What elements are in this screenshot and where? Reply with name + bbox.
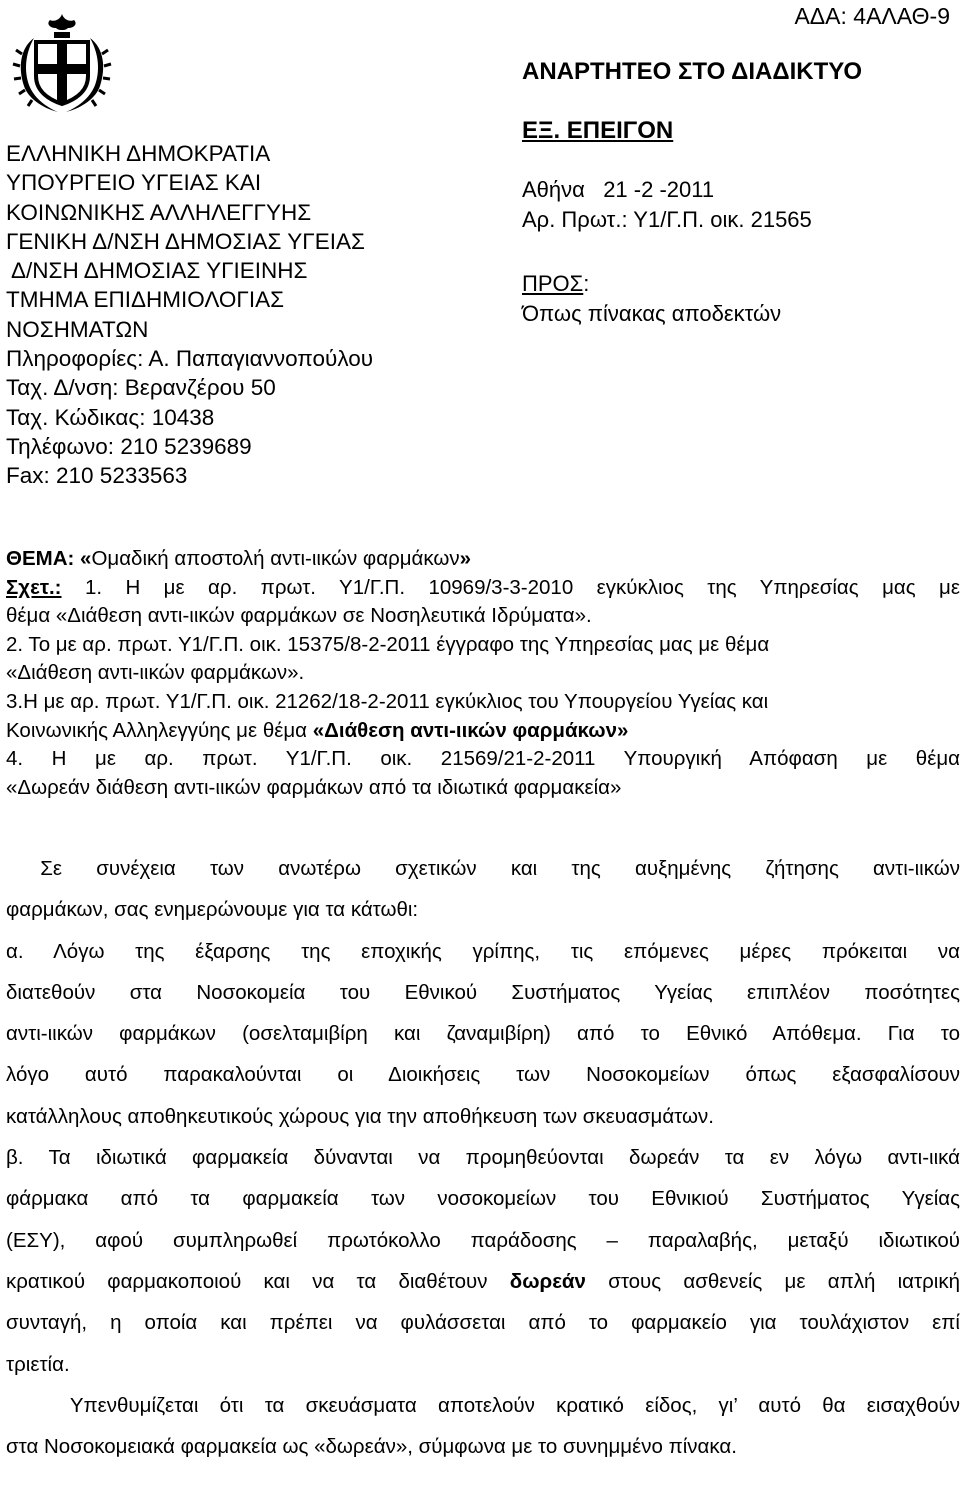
recipients-value: Όπως πίνακας αποδεκτών	[522, 301, 782, 326]
body-line: αντι-ιικών φαρμάκων (οσελταμιβίρη και ζαναμιβίρη) από το Εθνικό Απόθεμα. Για το	[6, 1022, 960, 1046]
references-label: Σχετ.:	[6, 575, 62, 599]
ada-code: ΑΔΑ: 4ΑΛΑΘ-9	[794, 3, 950, 29]
subject-line	[6, 545, 960, 574]
reference-text: 1. Η με αρ. πρωτ. Υ1/Γ.Π. 10969/3-3-2010 εγκύκλιος της Υπηρεσίας μας με	[84, 575, 960, 599]
sender-line: ΥΠΟΥΡΓΕΙΟ ΥΓΕΙΑΣ ΚΑΙ	[6, 170, 262, 196]
sender-line: Fax: 210 5233563	[6, 463, 188, 489]
recipients-label: ΠΡΟΣ	[522, 271, 584, 296]
body-line: Σε συνέχεια των ανωτέρω σχετικών και της αυξημένης ζήτησης αντι-ιικών	[6, 857, 960, 880]
body-line: (ΕΣΥ), αφού συμπληρωθεί πρωτόκολλο παράδοσης – παραλαβής, μεταξύ ιδιωτικού	[6, 1228, 960, 1252]
greek-emblem-icon	[10, 8, 114, 116]
document-meta	[522, 175, 812, 235]
recipients-colon: :	[583, 271, 590, 296]
body-line: συνταγή, η οποία και πρέπει να φυλάσσεται από το φαρμακείο για τουλάχιστον επί	[6, 1311, 960, 1335]
body-text: κρατικού φαρμακοποιού και να τα διαθέτουν	[6, 1269, 510, 1293]
body-line: λόγο αυτό παρακαλούνται οι Διοικήσεις των Νοσοκομείων όπως εξασφαλίσουν	[6, 1063, 960, 1087]
reference-item: 4. Η με αρ. πρωτ. Υ1/Γ.Π. οικ. 21569/21-2-2011 Υπουργική Απόφαση με θέμα	[6, 747, 960, 771]
sender-block	[6, 139, 373, 491]
recipients	[522, 269, 781, 329]
sender-line: ΝΟΣΗΜΑΤΩΝ	[6, 316, 149, 342]
urgent-label: ΕΞ. ΕΠΕΙΓΟΝ	[522, 117, 674, 144]
reference-item: θέμα «Διάθεση αντι-ιικών φαρμάκων σε Νοσηλευτικά Ιδρύματα».	[6, 604, 592, 628]
reference-text: Κοινωνικής Αλληλεγγύης με θέμα	[6, 718, 313, 742]
subject-open-quote: «	[80, 547, 92, 570]
body-line: β. Τα ιδιωτικά φαρμακεία δύνανται να προμηθεύονται δωρεάν τα εν λόγω αντι-ιικά	[6, 1146, 960, 1170]
body-line: κατάλληλους αποθηκευτικούς χώρους για την αποθήκευση των σκευασμάτων.	[6, 1104, 714, 1128]
sender-line: ΚΟΙΝΩΝΙΚΗΣ ΑΛΛΗΛΕΓΓΥΗΣ	[6, 199, 312, 225]
subject-close-quote: »	[459, 547, 472, 570]
document-date: Αθήνα 21 -2 -2011	[522, 177, 715, 202]
sender-line: Τηλέφωνο: 210 5239689	[6, 433, 252, 459]
sender-line: ΓΕΝΙΚΗ Δ/ΝΣΗ ΔΗΜΟΣΙΑΣ ΥΓΕΙΑΣ	[6, 228, 365, 254]
body-line: α. Λόγω της έξαρσης της εποχικής γρίπης, τις επόμενες μέρες πρόκειται να	[6, 939, 960, 963]
reference-item	[6, 717, 960, 746]
document-body	[6, 848, 960, 1467]
subject-and-references	[6, 545, 960, 802]
reference-item: 2. Το με αρ. πρωτ. Υ1/Γ.Π. οικ. 15375/8-2-2011 έγγραφο της Υπηρεσίας μας με θέμα	[6, 632, 770, 656]
posted-online-notice: ΑΝΑΡΤΗΤΕΟ ΣΤΟ ΔΙΑΔΙΚΤΥΟ	[522, 58, 862, 85]
reference-item: «Δωρεάν διάθεση αντι-ιικών φαρμάκων από τα ιδιωτικά φαρμακεία»	[6, 775, 622, 799]
sender-line: ΕΛΛΗΝΙΚΗ ΔΗΜΟΚΡΑΤΙΑ	[6, 141, 271, 166]
body-line: φαρμάκων, σας ενημερώνουμε για τα κάτωθι:	[6, 898, 419, 922]
sender-line: Ταχ. Κώδικας: 10438	[6, 404, 215, 430]
reference-item: «Διάθεση αντι-ιικών φαρμάκων».	[6, 661, 305, 685]
subject-label: ΘΕΜΑ:	[6, 547, 75, 570]
sender-line: Ταχ. Δ/νση: Βερανζέρου 50	[6, 375, 276, 401]
body-line: στα Νοσοκομειακά φαρμακεία ως «δωρεάν», σύμφωνα με το συνημμένο πίνακα.	[6, 1435, 737, 1459]
body-line: διατεθούν στα Νοσοκομεία του Εθνικού Συστήματος Υγείας επιπλέον ποσότητες	[6, 980, 960, 1004]
body-line: Υπενθυμίζεται ότι τα σκευάσματα αποτελούν κρατικό είδος, γι’ αυτό θα εισαχθούν	[6, 1393, 960, 1417]
reference-bold-text: «Διάθεση αντι-ιικών φαρμάκων»	[312, 718, 629, 742]
body-line	[6, 1261, 960, 1302]
sender-line: Πληροφορίες: Α. Παπαγιαννοπούλου	[6, 346, 374, 372]
body-line: τριετία.	[6, 1352, 70, 1376]
sender-line: Δ/ΝΣΗ ΔΗΜΟΣΙΑΣ ΥΓΙΕΙΝΗΣ	[6, 258, 308, 284]
reference-item: 3.Η με αρ. πρωτ. Υ1/Γ.Π. οικ. 21262/18-2-2011 εγκύκλιος του Υπουργείου Υγείας και	[6, 689, 769, 713]
body-text: στους ασθενείς με απλή ιατρική	[585, 1269, 960, 1293]
reference-item	[6, 574, 960, 603]
body-line: φάρμακα από τα φαρμακεία των νοσοκομείων του Εθνικιού Συστήματος Υγείας	[6, 1187, 960, 1211]
body-bold-text: δωρεάν	[509, 1269, 586, 1293]
protocol-number: Αρ. Πρωτ.: Υ1/Γ.Π. οικ. 21565	[522, 207, 812, 232]
subject-text: Ομαδική αποστολή αντι-ιικών φαρμάκων	[91, 547, 460, 570]
sender-line: ΤΜΗΜΑ ΕΠΙΔΗΜΙΟΛΟΓΙΑΣ	[6, 287, 284, 313]
